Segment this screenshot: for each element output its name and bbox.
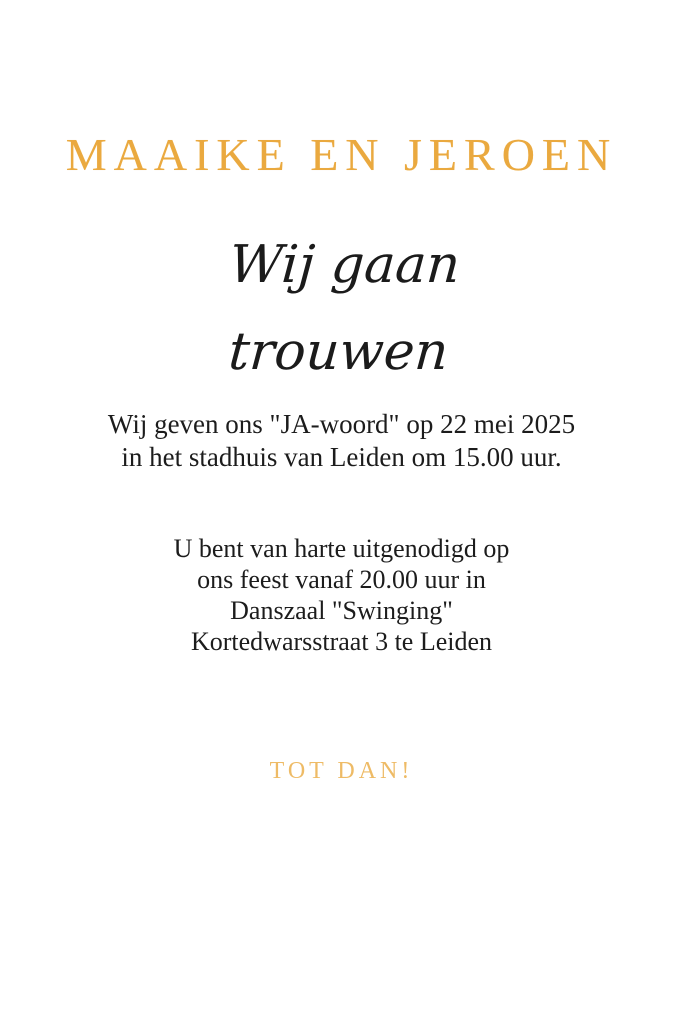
ceremony-details [0, 408, 683, 474]
ceremony-details-line2: in het stadhuis van Leiden om 15.00 uur. [121, 442, 562, 472]
script-heading [0, 222, 683, 397]
closing-line: TOT DAN! [269, 758, 414, 784]
script-heading-line2: trouwen [226, 322, 451, 383]
script-heading-line1: Wij gaan [227, 235, 462, 295]
party-details [0, 533, 683, 657]
party-details-line3: Danszaal "Swinging" [230, 596, 453, 625]
couple-names-title: MAAIKE EN JEROEN [65, 129, 618, 180]
ceremony-details-line1: Wij geven ons "JA-woord" op 22 mei 2025 [107, 409, 576, 439]
party-details-line1: U bent van harte uitgenodigd op [173, 534, 510, 563]
party-details-line2: ons feest vanaf 20.00 uur in [197, 565, 486, 594]
party-details-line4: Kortedwarsstraat 3 te Leiden [190, 627, 493, 656]
